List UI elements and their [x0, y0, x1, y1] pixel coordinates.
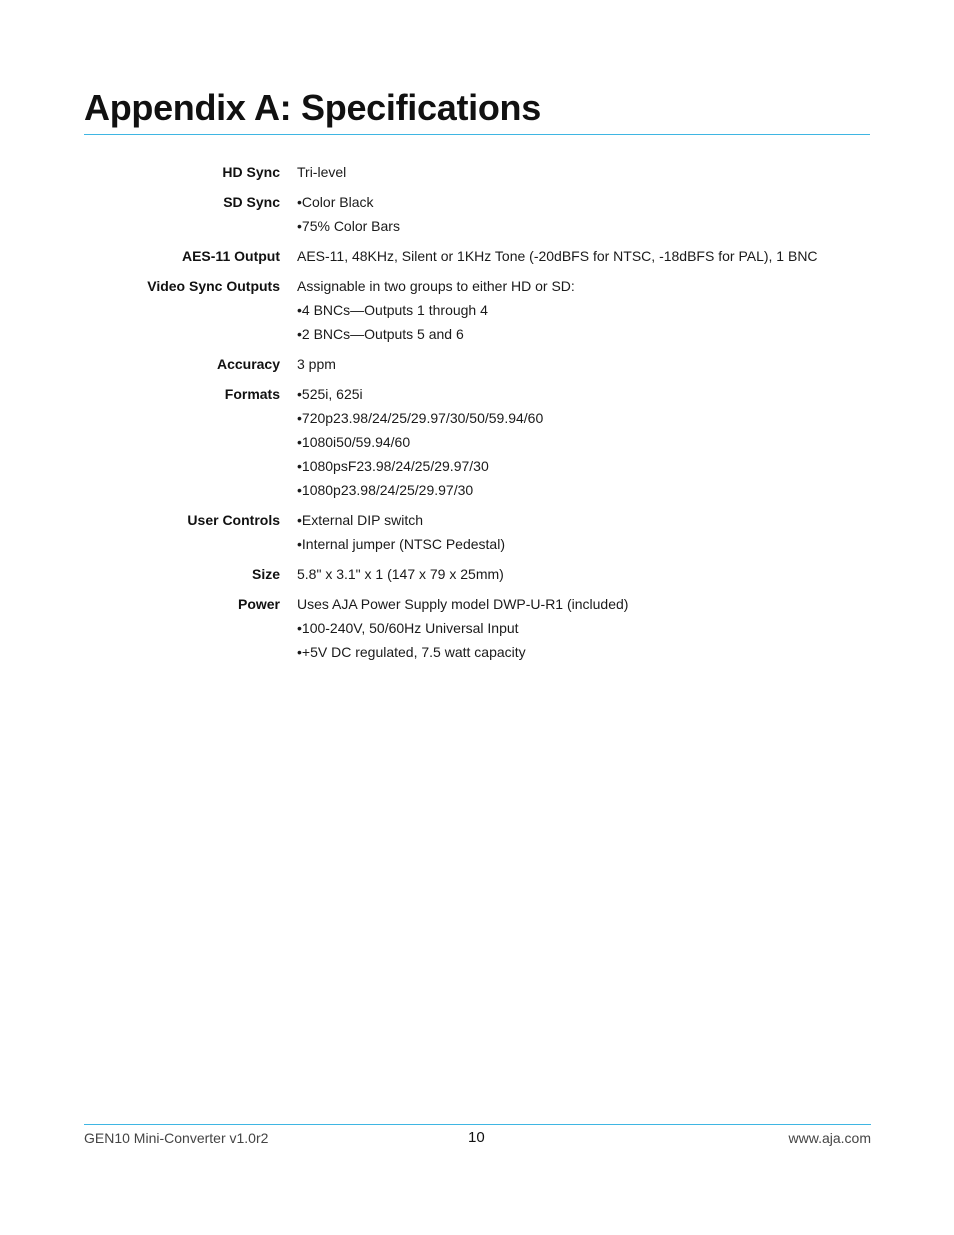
spec-bullet-text: Color Black: [301, 194, 374, 210]
spec-bullet-item: [297, 508, 505, 532]
spec-row: [84, 562, 870, 586]
spec-bullet-text: External DIP switch: [301, 512, 424, 528]
footer-website-link[interactable]: www.aja.com: [788, 1130, 871, 1146]
bullet-icon: •: [297, 644, 302, 660]
spec-bullet-text: 1080i50/59.94/60: [301, 434, 411, 450]
spec-value: [297, 352, 336, 376]
bullet-icon: •: [297, 218, 302, 234]
spec-row: [84, 160, 870, 184]
spec-value: [297, 592, 628, 664]
spec-value: [297, 274, 575, 346]
spec-value: [297, 562, 504, 586]
spec-value: [297, 382, 543, 502]
spec-label: Accuracy: [216, 356, 280, 372]
bullet-icon: •: [297, 434, 302, 450]
spec-value-text: Uses AJA Power Supply model DWP-U-R1 (included): [297, 596, 629, 612]
spec-bullet-item: [297, 322, 575, 346]
spec-label: Size: [251, 566, 280, 582]
bullet-icon: •: [297, 620, 302, 636]
spec-bullet-text: 100-240V, 50/60Hz Universal Input: [301, 620, 519, 636]
spec-value-text: Assignable in two groups to either HD or SD:: [297, 278, 575, 294]
spec-row: [84, 274, 870, 346]
spec-value: [297, 244, 818, 268]
spec-row: [84, 190, 870, 238]
spec-value-text: AES-11, 48KHz, Silent or 1KHz Tone (-20dBFS for NTSC, -18dBFS for PAL), 1 BNC: [297, 248, 818, 264]
spec-bullet-text: 1080psF23.98/24/25/29.97/30: [301, 458, 489, 474]
spec-label: SD Sync: [223, 194, 280, 210]
spec-bullet-text: +5V DC regulated, 7.5 watt capacity: [301, 644, 526, 660]
spec-bullet-item: [297, 616, 628, 640]
spec-bullet-item: [297, 382, 543, 406]
spec-bullet-item: [297, 532, 505, 556]
spec-bullet-text: 2 BNCs—Outputs 5 and 6: [301, 326, 464, 342]
spec-bullet-text: 720p23.98/24/25/29.97/30/50/59.94/60: [301, 410, 544, 426]
spec-value: [297, 508, 505, 556]
footer-divider: [84, 1124, 871, 1125]
spec-label: Formats: [224, 386, 280, 402]
spec-label: Video Sync Outputs: [147, 278, 280, 294]
spec-value: [297, 160, 346, 184]
bullet-icon: •: [297, 326, 302, 342]
spec-bullet-item: [297, 214, 400, 238]
spec-bullet-item: [297, 298, 575, 322]
spec-bullet-text: 1080p23.98/24/25/29.97/30: [301, 482, 474, 498]
bullet-icon: •: [297, 302, 302, 318]
spec-row: [84, 244, 870, 268]
page-title: Appendix A: Specifications: [84, 87, 541, 128]
bullet-icon: •: [297, 512, 302, 528]
spec-row: [84, 592, 870, 664]
spec-bullet-text: 525i, 625i: [301, 386, 363, 402]
bullet-icon: •: [297, 410, 302, 426]
footer-doc-name: GEN10 Mini-Converter v1.0r2: [84, 1130, 269, 1146]
spec-label: HD Sync: [222, 164, 280, 180]
bullet-icon: •: [297, 386, 302, 402]
footer-page-number: 10: [468, 1129, 485, 1146]
spec-value-text: 5.8" x 3.1" x 1 (147 x 79 x 25mm): [297, 566, 504, 582]
spec-label: AES-11 Output: [181, 248, 280, 264]
spec-table: [84, 160, 870, 670]
spec-row: [84, 508, 870, 556]
spec-bullet-item: [297, 406, 543, 430]
spec-value-text: Tri-level: [297, 164, 347, 180]
spec-bullet-item: [297, 190, 400, 214]
spec-bullet-item: [297, 478, 543, 502]
bullet-icon: •: [297, 458, 302, 474]
spec-bullet-text: 75% Color Bars: [301, 218, 400, 234]
bullet-icon: •: [297, 194, 302, 210]
spec-bullet-item: [297, 454, 543, 478]
spec-row: [84, 382, 870, 502]
title-divider: [84, 134, 870, 135]
bullet-icon: •: [297, 482, 302, 498]
spec-row: [84, 352, 870, 376]
bullet-icon: •: [297, 536, 302, 552]
spec-label: User Controls: [187, 512, 280, 528]
spec-value: [297, 190, 400, 238]
spec-value-text: 3 ppm: [297, 356, 336, 372]
spec-bullet-text: 4 BNCs—Outputs 1 through 4: [301, 302, 488, 318]
spec-bullet-item: [297, 640, 628, 664]
spec-label: Power: [237, 596, 280, 612]
spec-bullet-text: Internal jumper (NTSC Pedestal): [301, 536, 505, 552]
spec-bullet-item: [297, 430, 543, 454]
